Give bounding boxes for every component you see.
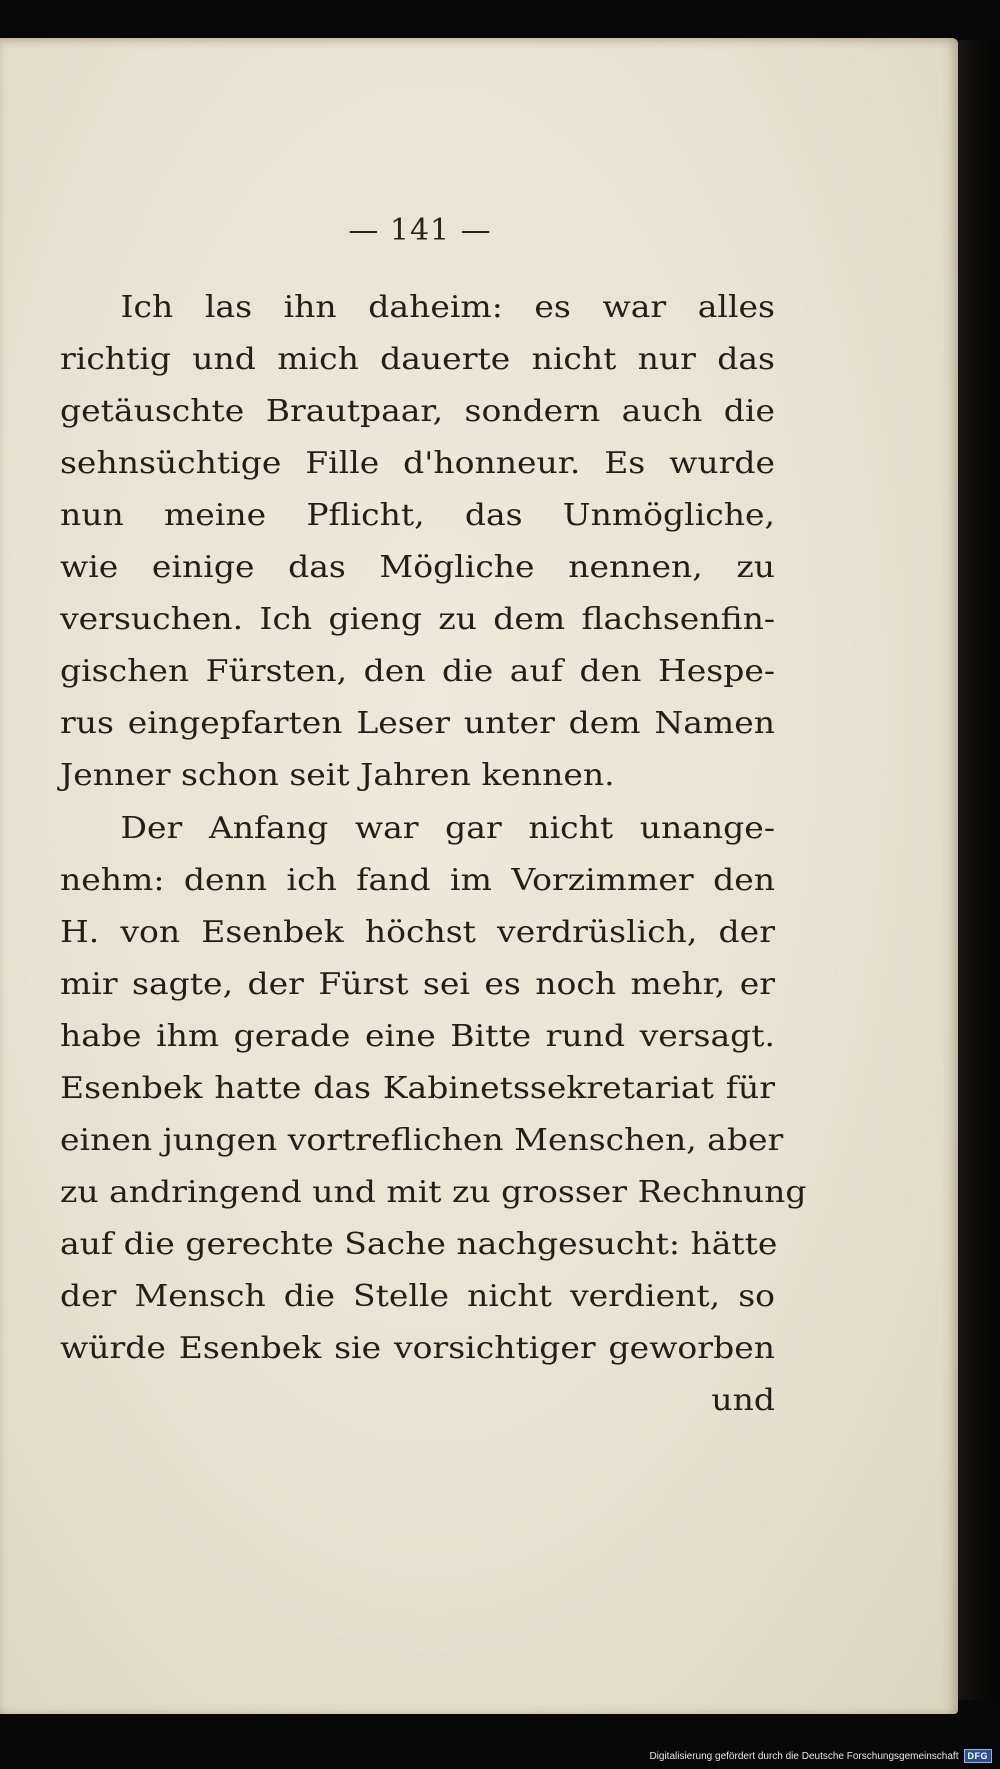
paragraph-1	[60, 282, 775, 802]
text-line: wie einige das Mögliche nennen, zu	[60, 550, 775, 585]
text-line: einen jungen vortreflichen Menschen, aber	[60, 1123, 784, 1158]
text-line: mir sagte, der Fürst sei es noch mehr, er	[60, 967, 775, 1002]
text-line: richtig und mich dauerte nicht nur das	[60, 342, 775, 377]
text-line: H. von Esenbek höchst verdrüslich, der	[60, 915, 775, 950]
text-line: der Mensch die Stelle nicht verdient, so	[60, 1279, 775, 1314]
text-line: Jenner schon seit Jahren kennen.	[60, 758, 615, 793]
book-edge	[955, 40, 995, 1700]
text-line: Ich las ihn daheim: es war alles	[120, 290, 775, 325]
text-line: gischen Fürsten, den die auf den Hespe-	[60, 654, 775, 689]
paragraph-2	[60, 803, 807, 1427]
book-page	[0, 38, 958, 1714]
page-number: — 141 —	[348, 213, 492, 248]
catchword: und	[711, 1383, 775, 1418]
text-line: nun meine Pflicht, das Unmögliche,	[60, 498, 775, 533]
text-line: Der Anfang war gar nicht unange-	[120, 811, 775, 846]
text-line: getäuschte Brautpaar, sondern auch die	[60, 394, 775, 429]
credit-text: Digitalisierung gefördert durch die Deutsche Forschungsgemeinschaft	[649, 1750, 959, 1762]
text-line: Esenbek hatte das Kabinetssekretariat für	[60, 1071, 775, 1106]
text-line: zu andringend und mit zu grosser Rechnung	[60, 1175, 807, 1210]
text-line: habe ihm gerade eine Bitte rund versagt.	[60, 1019, 775, 1054]
text-line: nehm: denn ich fand im Vorzimmer den	[60, 863, 775, 898]
dfg-logo: DFG	[964, 1749, 993, 1763]
digitization-credit	[649, 1749, 992, 1763]
text-line: würde Esenbek sie vorsichtiger geworben	[60, 1331, 775, 1366]
text-line: auf die gerechte Sache nachgesucht: hätte	[60, 1227, 778, 1262]
text-line: rus eingepfarten Leser unter dem Namen	[60, 706, 775, 741]
text-line: versuchen. Ich gieng zu dem flachsenfin-	[60, 602, 775, 637]
text-line: sehnsüchtige Fille d'honneur. Es wurde	[60, 446, 775, 481]
